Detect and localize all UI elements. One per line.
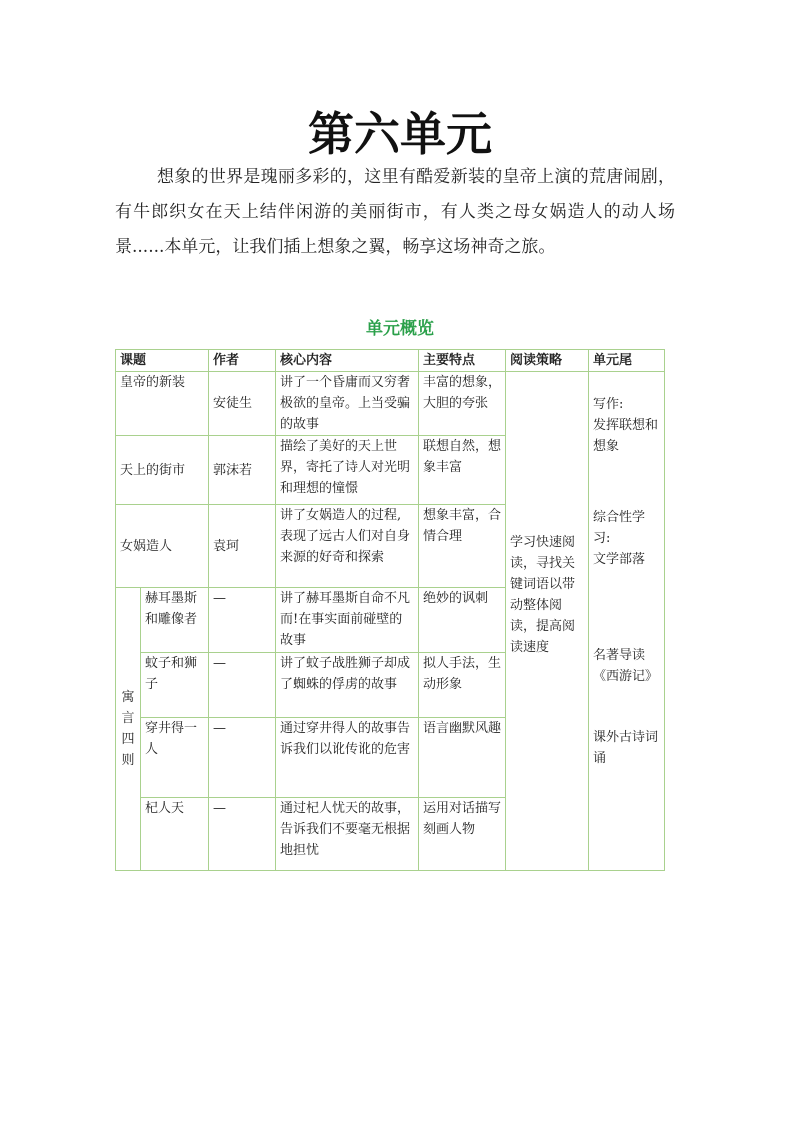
lesson-content: 通过杞人忧天的故事，告诉我们不要毫无根据地担忧 — [276, 798, 419, 871]
header-cell: 阅读策略 — [506, 350, 589, 372]
unit-end-item: 写作: — [593, 397, 624, 412]
lesson-content: 讲了女娲造人的过程,表现了远古人们对自身来源的好奇和探索 — [276, 505, 419, 588]
lesson-feature: 运用对话描写刻画人物 — [419, 798, 506, 871]
lesson-content: 讲了赫耳墨斯自命不凡而!在事实面前碰壁的故事 — [276, 588, 419, 653]
lesson-title: 杞人天 — [141, 798, 209, 871]
lesson-title: 皇帝的新装 — [116, 372, 209, 436]
lesson-feature: 想象丰富，合情合理 — [419, 505, 506, 588]
lesson-feature: 绝妙的讽刺 — [419, 588, 506, 653]
lesson-author: — — [209, 588, 276, 653]
lesson-title: 穿井得一人 — [141, 718, 209, 798]
lesson-title: 天上的街市 — [116, 436, 209, 505]
lesson-feature: 联想自然，想象丰富 — [419, 436, 506, 505]
header-cell: 主要特点 — [419, 350, 506, 372]
lesson-author: 安徒生 — [209, 372, 276, 436]
intro-paragraph: 想象的世界是瑰丽多彩的，这里有酷爱新装的皇帝上演的荒唐闹剧，有牛郎织女在天上结伴闲游的美丽街市，有人类之母女娲造人的动人场景......本单元，让我们插上想象之翼，畅享这场神奇之旅。 — [115, 167, 675, 257]
lesson-feature: 丰富的想象，大胆的夸张 — [419, 372, 506, 436]
unit-end-item: 发挥联想和想象 — [593, 418, 659, 454]
lesson-author: — — [209, 718, 276, 798]
unit-end-cell — [589, 372, 665, 871]
group-label: 寓言四则 — [116, 588, 141, 871]
page-title: 第六单元 — [308, 107, 492, 161]
section-heading: 单元概览 — [366, 319, 434, 339]
lesson-content: 通过穿井得人的故事告诉我们以讹传讹的危害 — [276, 718, 419, 798]
header-cell: 作者 — [209, 350, 276, 372]
lesson-content: 描绘了美好的天上世界，寄托了诗人对光明和理想的憧憬 — [276, 436, 419, 505]
unit-end-item: 综合性学习: — [593, 510, 646, 546]
header-cell: 核心内容 — [276, 350, 419, 372]
table-row — [116, 372, 665, 436]
unit-overview-table — [115, 349, 665, 871]
lesson-title: 赫耳墨斯和雕像者 — [141, 588, 209, 653]
lesson-content: 讲了蚊子战胜狮子却成了蜘蛛的俘虏的故事 — [276, 653, 419, 718]
lesson-content: 讲了一个昏庸而又穷奢极欲的皇帝。上当受骗的故事 — [276, 372, 419, 436]
unit-end-item: 文学部落 — [593, 552, 646, 567]
lesson-feature: 拟人手法，生动形象 — [419, 653, 506, 718]
lesson-title: 蚊子和狮子 — [141, 653, 209, 718]
lesson-author: — — [209, 798, 276, 871]
unit-end-item: 名著导读《西游记》 — [593, 648, 659, 684]
lesson-feature: 语言幽默风趣 — [419, 718, 506, 798]
lesson-author: — — [209, 653, 276, 718]
unit-end-item: 课外古诗词诵 — [593, 730, 659, 766]
header-cell: 单元尾 — [589, 350, 665, 372]
table-header-row — [116, 350, 665, 372]
lesson-author: 袁珂 — [209, 505, 276, 588]
lesson-author: 郭沫若 — [209, 436, 276, 505]
header-cell: 课题 — [116, 350, 209, 372]
reading-strategy: 学习快速阅读，寻找关键词语以带动整体阅读，提高阅读速度 — [506, 372, 589, 871]
lesson-title: 女娲造人 — [116, 505, 209, 588]
